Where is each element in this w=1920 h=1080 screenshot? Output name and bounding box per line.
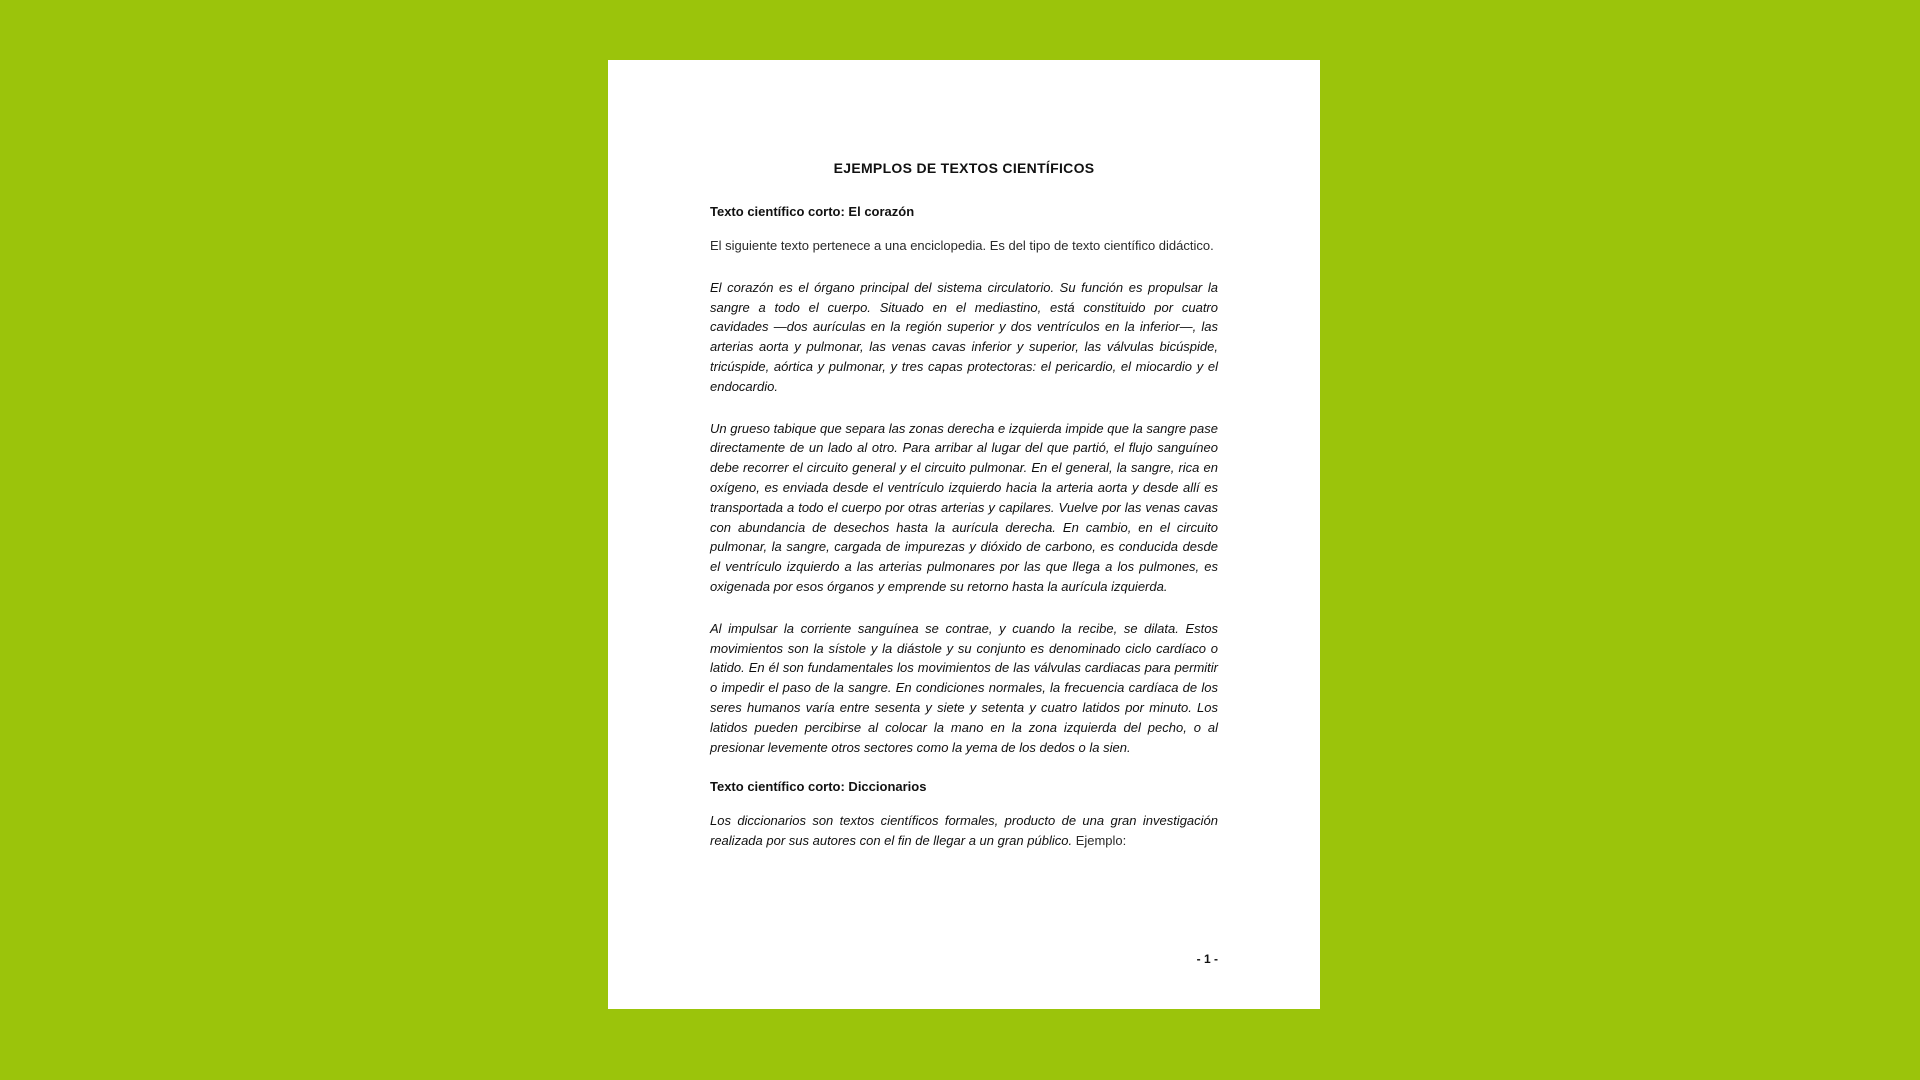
paragraph-corazon-2: Un grueso tabique que separa las zonas derecha e izquierda impide que la sangre pase directamente de un lado al otro. Para arribar al lugar del que partió, el flujo sanguíneo debe recorrer el circuito general y el circuito pulmonar. En el general, la sangre, rica en oxígeno, es enviada desde el ventrículo izquierdo hacia la arteria aorta y desde allí es transportada a todo el cuerpo por otras arterias y capilares. Vuelve por las venas cavas con abundancia de desechos hasta la aurícula derecha. En cambio, en el circuito pulmonar, la sangre, cargada de impurezas y dióxido de carbono, es conducida desde el ventrículo izquierdo a las arterias pulmonares por las que llega a los pulmones, es oxigenada por esos órganos y emprende su retorno hasta la aurícula izquierda. <box>710 420 1218 594</box>
paragraph-corazon-1: El corazón es el órgano principal del sistema circulatorio. Su función es propulsar la sangre a todo el cuerpo. Situado en el mediastino, está constituido por cuatro cavidades —dos aurículas en la región superior y dos ventrículos en la inferior—, las arterias aorta y pulmonar, las venas cavas inferior y superior, las válvulas bicúspide, tricúspide, aórtica y pulmonar, y tres capas protectoras: el pericardio, el miocardio y el endocardio. <box>710 279 1218 394</box>
document-page <box>608 60 1320 1009</box>
paragraph-diccionarios-italic: Los diccionarios son textos científicos formales, producto de una gran investigación realizada por sus autores con el fin de llegar a un gran público. <box>710 813 1218 849</box>
paragraph-corazon-3: Al impulsar la corriente sanguínea se contrae, y cuando la recibe, se dilata. Estos movimientos son la sístole y la diástole y su conjunto es denominado ciclo cardíaco o latido. En él son fundamentales los movimientos de las válvulas cardiacas para permitir o impedir el paso de la sangre. En condiciones normales, la frecuencia cardíaca de los seres humanos varía entre sesenta y siete y setenta y cuatro latidos por minuto. Los latidos pueden percibirse al colocar la mano en la zona izquierda del pecho, o al presionar levemente otros sectores como la yema de los dedos o la sien. <box>710 620 1218 755</box>
section-heading-diccionarios: Texto científico corto: Diccionarios <box>710 779 927 795</box>
paragraph-diccionarios <box>710 811 1218 851</box>
page-number: - 1 - <box>1196 952 1218 966</box>
paragraph-diccionarios-tail: Ejemplo: <box>1075 833 1127 849</box>
document-title: EJEMPLOS DE TEXTOS CIENTÍFICOS <box>833 160 1095 176</box>
intro-paragraph: El siguiente texto pertenece a una enciclopedia. Es del tipo de texto científico didáctico. <box>710 238 1214 253</box>
section-heading-corazon: Texto científico corto: El corazón <box>710 204 915 219</box>
